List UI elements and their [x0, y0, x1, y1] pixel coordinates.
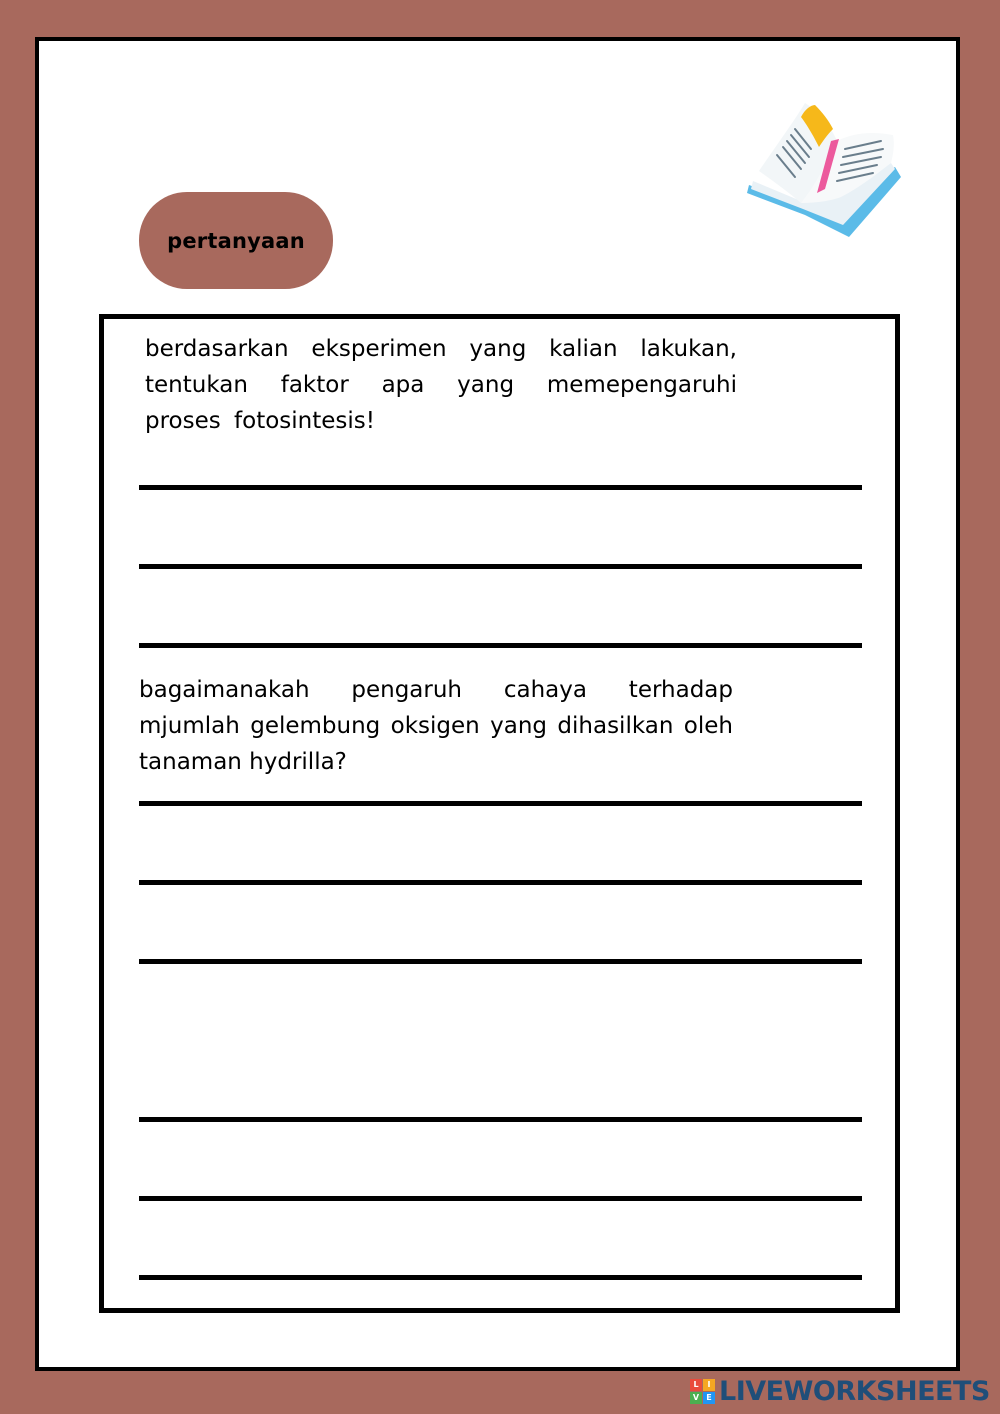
answer-line-q2-4[interactable] — [139, 1117, 862, 1122]
answer-box — [99, 314, 900, 1313]
answer-line-q1-2[interactable] — [139, 564, 862, 569]
answer-line-q2-6[interactable] — [139, 1275, 862, 1280]
answer-line-q2-3[interactable] — [139, 959, 862, 964]
liveworksheets-logo-icon: L I V E — [690, 1379, 715, 1404]
section-label-pill — [139, 192, 333, 289]
answer-line-q2-5[interactable] — [139, 1196, 862, 1201]
question-1-text: berdasarkan eksperimen yang kalian lakukan, tentukan faktor apa yang memepengaruhi proses fotosintesis! — [145, 336, 737, 434]
answer-line-q2-1[interactable] — [139, 801, 862, 806]
answer-line-q2-2[interactable] — [139, 880, 862, 885]
watermark-text: LIVEWORKSHEETS — [719, 1375, 990, 1407]
section-label: pertanyaan — [167, 228, 305, 253]
answer-line-q1-3[interactable] — [139, 643, 862, 648]
answer-line-q1-1[interactable] — [139, 485, 862, 490]
open-book-icon — [745, 97, 905, 242]
liveworksheets-watermark — [690, 1374, 990, 1408]
question-2-text: bagaimanakah pengaruh cahaya terhadap mjumlah gelembung oksigen yang dihasilkan oleh tanaman hydrilla? — [139, 677, 733, 775]
